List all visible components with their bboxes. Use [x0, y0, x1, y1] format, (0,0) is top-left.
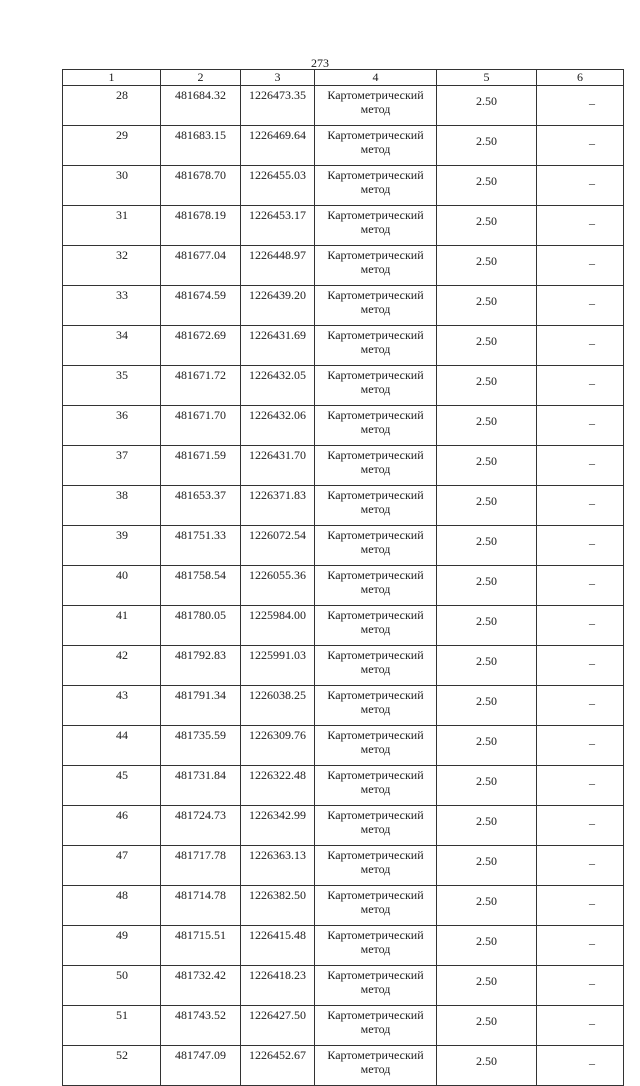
note-cell: – [537, 806, 624, 846]
accuracy-cell: 2.50 [437, 126, 537, 166]
method-text-line2: метод [360, 142, 391, 156]
x-coordinate-cell: 481677.04 [161, 246, 241, 286]
column-header-4: 4 [315, 70, 437, 86]
y-coordinate-cell: 1226055.36 [241, 566, 315, 606]
accuracy-cell: 2.50 [437, 726, 537, 766]
method-text-line2: метод [360, 662, 391, 676]
point-number-cell: 35 [63, 366, 161, 406]
x-coordinate-cell: 481735.59 [161, 726, 241, 766]
method-text-line1: Картометрический [327, 1008, 424, 1022]
accuracy-cell: 2.50 [437, 206, 537, 246]
y-coordinate-cell: 1226469.64 [241, 126, 315, 166]
accuracy-cell: 2.50 [437, 446, 537, 486]
table-row [63, 766, 624, 806]
y-coordinate-cell: 1226431.69 [241, 326, 315, 366]
method-text-line1: Картометрический [327, 768, 424, 782]
method-text-line2: метод [360, 542, 391, 556]
table-row [63, 246, 624, 286]
point-number-cell: 28 [63, 86, 161, 126]
x-coordinate-cell: 481743.52 [161, 1006, 241, 1046]
method-cell [315, 326, 437, 366]
table-row [63, 806, 624, 846]
y-coordinate-cell: 1226072.54 [241, 526, 315, 566]
x-coordinate-cell: 481715.51 [161, 926, 241, 966]
method-text-line1: Картометрический [327, 408, 424, 422]
accuracy-cell: 2.50 [437, 166, 537, 206]
table-row [63, 1046, 624, 1086]
method-cell [315, 566, 437, 606]
method-text-line1: Картометрический [327, 568, 424, 582]
x-coordinate-cell: 481714.78 [161, 886, 241, 926]
method-cell [315, 926, 437, 966]
method-text-line1: Картометрический [327, 88, 424, 102]
point-number-cell: 29 [63, 126, 161, 166]
point-number-cell: 36 [63, 406, 161, 446]
x-coordinate-cell: 481671.59 [161, 446, 241, 486]
y-coordinate-cell: 1226309.76 [241, 726, 315, 766]
x-coordinate-cell: 481671.72 [161, 366, 241, 406]
method-cell [315, 1046, 437, 1086]
y-coordinate-cell: 1226371.83 [241, 486, 315, 526]
method-text-line2: метод [360, 342, 391, 356]
y-coordinate-cell: 1226432.06 [241, 406, 315, 446]
method-cell [315, 1006, 437, 1046]
point-number-cell: 47 [63, 846, 161, 886]
table-row [63, 166, 624, 206]
method-text-line1: Картометрический [327, 968, 424, 982]
note-cell: – [537, 246, 624, 286]
method-text-line2: метод [360, 782, 391, 796]
y-coordinate-cell: 1226382.50 [241, 886, 315, 926]
note-cell: – [537, 526, 624, 566]
note-cell: – [537, 1006, 624, 1046]
point-number-cell: 43 [63, 686, 161, 726]
method-cell [315, 766, 437, 806]
method-text-line1: Картометрический [327, 488, 424, 502]
column-header-3: 3 [241, 70, 315, 86]
y-coordinate-cell: 1226427.50 [241, 1006, 315, 1046]
note-cell: – [537, 846, 624, 886]
y-coordinate-cell: 1226415.48 [241, 926, 315, 966]
method-text-line2: метод [360, 262, 391, 276]
method-cell [315, 366, 437, 406]
method-cell [315, 486, 437, 526]
y-coordinate-cell: 1226448.97 [241, 246, 315, 286]
y-coordinate-cell: 1225984.00 [241, 606, 315, 646]
method-cell [315, 646, 437, 686]
x-coordinate-cell: 481653.37 [161, 486, 241, 526]
note-cell: – [537, 886, 624, 926]
accuracy-cell: 2.50 [437, 646, 537, 686]
x-coordinate-cell: 481717.78 [161, 846, 241, 886]
coordinates-table [62, 69, 624, 1086]
note-cell: – [537, 726, 624, 766]
table-row [63, 846, 624, 886]
accuracy-cell: 2.50 [437, 966, 537, 1006]
x-coordinate-cell: 481751.33 [161, 526, 241, 566]
accuracy-cell: 2.50 [437, 286, 537, 326]
method-text-line2: метод [360, 222, 391, 236]
x-coordinate-cell: 481672.69 [161, 326, 241, 366]
note-cell: – [537, 486, 624, 526]
table-header-row [63, 70, 624, 86]
x-coordinate-cell: 481678.19 [161, 206, 241, 246]
y-coordinate-cell: 1226322.48 [241, 766, 315, 806]
point-number-cell: 51 [63, 1006, 161, 1046]
accuracy-cell: 2.50 [437, 766, 537, 806]
method-text-line1: Картометрический [327, 928, 424, 942]
point-number-cell: 34 [63, 326, 161, 366]
method-text-line2: метод [360, 1062, 391, 1076]
method-text-line2: метод [360, 622, 391, 636]
point-number-cell: 30 [63, 166, 161, 206]
x-coordinate-cell: 481684.32 [161, 86, 241, 126]
page-number: 273 [311, 56, 329, 70]
x-coordinate-cell: 481683.15 [161, 126, 241, 166]
table-row [63, 926, 624, 966]
note-cell: – [537, 966, 624, 1006]
method-text-line2: метод [360, 422, 391, 436]
method-text-line2: метод [360, 902, 391, 916]
x-coordinate-cell: 481791.34 [161, 686, 241, 726]
method-text-line1: Картометрический [327, 688, 424, 702]
note-cell: – [537, 166, 624, 206]
note-cell: – [537, 1046, 624, 1086]
table-row [63, 1006, 624, 1046]
method-text-line1: Картометрический [327, 128, 424, 142]
note-cell: – [537, 606, 624, 646]
method-text-line2: метод [360, 742, 391, 756]
y-coordinate-cell: 1226038.25 [241, 686, 315, 726]
y-coordinate-cell: 1226473.35 [241, 86, 315, 126]
y-coordinate-cell: 1226432.05 [241, 366, 315, 406]
method-text-line1: Картометрический [327, 1048, 424, 1062]
accuracy-cell: 2.50 [437, 806, 537, 846]
coordinates-table-body [63, 70, 624, 1086]
method-text-line1: Картометрический [327, 288, 424, 302]
method-cell [315, 406, 437, 446]
method-cell [315, 286, 437, 326]
method-cell [315, 126, 437, 166]
method-text-line2: метод [360, 702, 391, 716]
y-coordinate-cell: 1226418.23 [241, 966, 315, 1006]
method-text-line1: Картометрический [327, 888, 424, 902]
point-number-cell: 37 [63, 446, 161, 486]
table-row [63, 446, 624, 486]
point-number-cell: 38 [63, 486, 161, 526]
table-row [63, 606, 624, 646]
table-row [63, 366, 624, 406]
column-header-2: 2 [161, 70, 241, 86]
table-row [63, 286, 624, 326]
method-text-line1: Картометрический [327, 528, 424, 542]
accuracy-cell: 2.50 [437, 366, 537, 406]
accuracy-cell: 2.50 [437, 846, 537, 886]
x-coordinate-cell: 481747.09 [161, 1046, 241, 1086]
point-number-cell: 39 [63, 526, 161, 566]
method-text-line2: метод [360, 582, 391, 596]
table-row [63, 206, 624, 246]
method-text-line1: Картометрический [327, 608, 424, 622]
method-text-line1: Картометрический [327, 648, 424, 662]
method-cell [315, 886, 437, 926]
y-coordinate-cell: 1225991.03 [241, 646, 315, 686]
point-number-cell: 41 [63, 606, 161, 646]
table-row [63, 406, 624, 446]
table-row [63, 86, 624, 126]
column-header-1: 1 [63, 70, 161, 86]
point-number-cell: 48 [63, 886, 161, 926]
method-cell [315, 446, 437, 486]
method-text-line1: Картометрический [327, 368, 424, 382]
method-text-line2: метод [360, 862, 391, 876]
y-coordinate-cell: 1226342.99 [241, 806, 315, 846]
note-cell: – [537, 646, 624, 686]
method-text-line1: Картометрический [327, 808, 424, 822]
method-text-line2: метод [360, 502, 391, 516]
method-text-line1: Картометрический [327, 328, 424, 342]
accuracy-cell: 2.50 [437, 566, 537, 606]
table-row [63, 526, 624, 566]
note-cell: – [537, 766, 624, 806]
method-text-line1: Картометрический [327, 168, 424, 182]
x-coordinate-cell: 481671.70 [161, 406, 241, 446]
note-cell: – [537, 406, 624, 446]
accuracy-cell: 2.50 [437, 246, 537, 286]
point-number-cell: 33 [63, 286, 161, 326]
method-text-line2: метод [360, 302, 391, 316]
point-number-cell: 52 [63, 1046, 161, 1086]
accuracy-cell: 2.50 [437, 86, 537, 126]
method-cell [315, 166, 437, 206]
table-row [63, 326, 624, 366]
accuracy-cell: 2.50 [437, 1046, 537, 1086]
y-coordinate-cell: 1226455.03 [241, 166, 315, 206]
note-cell: – [537, 126, 624, 166]
method-cell [315, 686, 437, 726]
method-text-line2: метод [360, 1022, 391, 1036]
method-text-line2: метод [360, 982, 391, 996]
point-number-cell: 50 [63, 966, 161, 1006]
table-row [63, 726, 624, 766]
table-row [63, 486, 624, 526]
method-cell [315, 246, 437, 286]
accuracy-cell: 2.50 [437, 1006, 537, 1046]
accuracy-cell: 2.50 [437, 526, 537, 566]
accuracy-cell: 2.50 [437, 406, 537, 446]
table-row [63, 126, 624, 166]
point-number-cell: 44 [63, 726, 161, 766]
method-text-line1: Картометрический [327, 448, 424, 462]
method-text-line2: метод [360, 182, 391, 196]
note-cell: – [537, 366, 624, 406]
table-row [63, 886, 624, 926]
table-row [63, 646, 624, 686]
x-coordinate-cell: 481732.42 [161, 966, 241, 1006]
x-coordinate-cell: 481674.59 [161, 286, 241, 326]
accuracy-cell: 2.50 [437, 926, 537, 966]
accuracy-cell: 2.50 [437, 886, 537, 926]
method-text-line1: Картометрический [327, 208, 424, 222]
x-coordinate-cell: 481758.54 [161, 566, 241, 606]
method-text-line1: Картометрический [327, 848, 424, 862]
accuracy-cell: 2.50 [437, 326, 537, 366]
method-text-line2: метод [360, 822, 391, 836]
y-coordinate-cell: 1226439.20 [241, 286, 315, 326]
point-number-cell: 42 [63, 646, 161, 686]
point-number-cell: 49 [63, 926, 161, 966]
note-cell: – [537, 286, 624, 326]
accuracy-cell: 2.50 [437, 606, 537, 646]
method-cell [315, 726, 437, 766]
note-cell: – [537, 206, 624, 246]
method-cell [315, 86, 437, 126]
note-cell: – [537, 926, 624, 966]
y-coordinate-cell: 1226453.17 [241, 206, 315, 246]
method-cell [315, 846, 437, 886]
y-coordinate-cell: 1226452.67 [241, 1046, 315, 1086]
x-coordinate-cell: 481731.84 [161, 766, 241, 806]
method-text-line1: Картометрический [327, 248, 424, 262]
column-header-6: 6 [537, 70, 624, 86]
method-cell [315, 526, 437, 566]
point-number-cell: 46 [63, 806, 161, 846]
method-cell [315, 806, 437, 846]
point-number-cell: 40 [63, 566, 161, 606]
method-text-line1: Картометрический [327, 728, 424, 742]
method-text-line2: метод [360, 462, 391, 476]
table-row [63, 686, 624, 726]
point-number-cell: 31 [63, 206, 161, 246]
x-coordinate-cell: 481792.83 [161, 646, 241, 686]
method-cell [315, 206, 437, 246]
method-text-line2: метод [360, 382, 391, 396]
method-cell [315, 966, 437, 1006]
accuracy-cell: 2.50 [437, 486, 537, 526]
x-coordinate-cell: 481780.05 [161, 606, 241, 646]
point-number-cell: 32 [63, 246, 161, 286]
method-cell [315, 606, 437, 646]
note-cell: – [537, 446, 624, 486]
table-row [63, 566, 624, 606]
method-text-line2: метод [360, 102, 391, 116]
table-row [63, 966, 624, 1006]
y-coordinate-cell: 1226431.70 [241, 446, 315, 486]
note-cell: – [537, 326, 624, 366]
note-cell: – [537, 566, 624, 606]
note-cell: – [537, 686, 624, 726]
column-header-5: 5 [437, 70, 537, 86]
x-coordinate-cell: 481678.70 [161, 166, 241, 206]
method-text-line2: метод [360, 942, 391, 956]
note-cell: – [537, 86, 624, 126]
accuracy-cell: 2.50 [437, 686, 537, 726]
x-coordinate-cell: 481724.73 [161, 806, 241, 846]
point-number-cell: 45 [63, 766, 161, 806]
y-coordinate-cell: 1226363.13 [241, 846, 315, 886]
